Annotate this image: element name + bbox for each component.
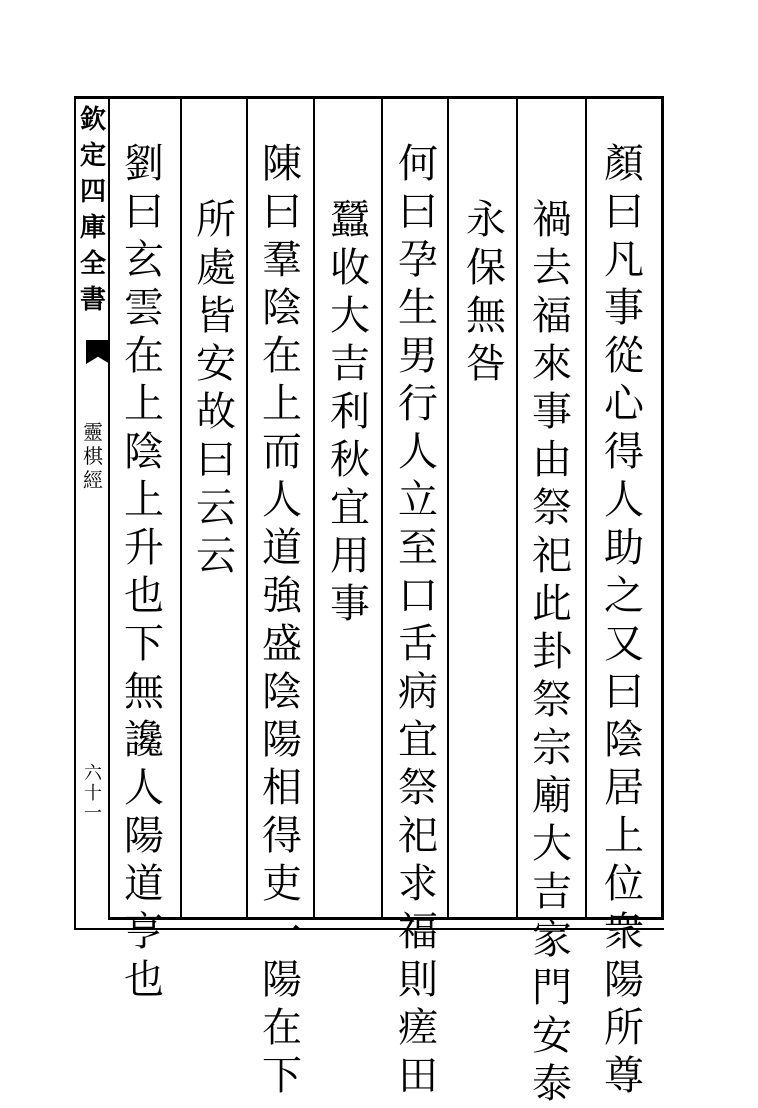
margin-page-glyph: 一: [84, 803, 102, 824]
text-glyph: 陽: [124, 813, 164, 859]
margin-page-glyph: 六: [84, 763, 102, 784]
margin-book-glyph: 棋: [83, 444, 103, 468]
text-glyph: 玄: [124, 237, 164, 283]
text-glyph: 曰: [398, 189, 438, 235]
text-glyph: 門: [532, 965, 572, 1011]
margin-title-glyph: 書: [79, 285, 106, 315]
text-glyph: 安: [532, 1013, 572, 1059]
text-glyph: 吉: [532, 869, 572, 915]
margin-book-glyph: 經: [83, 468, 103, 492]
text-glyph: 相: [262, 765, 302, 811]
text-glyph: 升: [124, 525, 164, 571]
text-glyph: 卦: [532, 629, 572, 675]
column-divider: [313, 96, 315, 920]
text-glyph: 陳: [262, 141, 302, 187]
text-glyph: 去: [532, 245, 572, 291]
text-glyph: 此: [532, 581, 572, 627]
text-glyph: 人: [398, 429, 438, 475]
text-glyph: 立: [398, 477, 438, 523]
text-glyph: 位: [604, 861, 644, 907]
text-glyph: 一: [262, 909, 302, 955]
margin-title-glyph: 欽: [79, 105, 106, 135]
text-glyph: 祭: [398, 765, 438, 811]
text-glyph: 生: [398, 285, 438, 331]
text-glyph: 助: [604, 525, 644, 571]
text-glyph: 人: [124, 765, 164, 811]
text-glyph: 福: [532, 293, 572, 339]
text-glyph: 居: [604, 765, 644, 811]
text-glyph: 大: [330, 293, 370, 339]
margin-title-glyph: 全: [79, 249, 106, 279]
text-glyph: 事: [532, 389, 572, 435]
text-glyph: 曰: [604, 189, 644, 235]
text-glyph: 蠶: [330, 197, 370, 243]
text-glyph: 陰: [604, 717, 644, 763]
text-glyph: 衆: [604, 909, 644, 955]
margin-title-glyph: 四: [79, 177, 106, 207]
text-column-4: [388, 140, 448, 1100]
text-glyph: 凡: [604, 237, 644, 283]
text-glyph: 求: [398, 861, 438, 907]
text-glyph: 廟: [532, 773, 572, 819]
text-column-7: [186, 196, 246, 580]
text-column-6: [252, 140, 312, 1100]
text-glyph: 上: [262, 381, 302, 427]
text-column-5: [320, 196, 380, 628]
text-glyph: 顏: [604, 141, 644, 187]
text-glyph: 瘥: [398, 1005, 438, 1051]
text-glyph: 祀: [532, 533, 572, 579]
text-glyph: 在: [262, 1005, 302, 1051]
column-divider: [516, 96, 518, 920]
text-glyph: 道: [262, 525, 302, 571]
text-glyph: 讒: [124, 717, 164, 763]
text-glyph: 云: [196, 533, 236, 579]
text-glyph: 永: [466, 197, 506, 243]
text-glyph: 則: [398, 957, 438, 1003]
text-glyph: 盛: [262, 621, 302, 667]
text-glyph: 心: [604, 381, 644, 427]
margin-book-title: [80, 420, 106, 492]
text-column-2: [522, 196, 582, 1108]
text-glyph: 而: [262, 429, 302, 475]
margin-border: [74, 96, 76, 930]
text-glyph: 皆: [196, 293, 236, 339]
text-glyph: 宜: [330, 485, 370, 531]
text-glyph: 道: [124, 861, 164, 907]
text-glyph: 行: [398, 381, 438, 427]
text-glyph: 大: [532, 821, 572, 867]
column-divider: [180, 96, 182, 920]
column-divider: [381, 96, 383, 920]
column-divider: [585, 96, 587, 920]
text-glyph: 祀: [398, 813, 438, 859]
text-glyph: 所: [196, 197, 236, 243]
text-glyph: 曰: [604, 669, 644, 715]
text-glyph: 男: [398, 333, 438, 379]
text-glyph: 事: [604, 285, 644, 331]
text-glyph: 處: [196, 245, 236, 291]
text-glyph: 吏: [262, 861, 302, 907]
column-divider: [246, 96, 248, 920]
text-glyph: 曰: [262, 189, 302, 235]
text-glyph: 羣: [262, 237, 302, 283]
text-glyph: 亨: [124, 909, 164, 955]
text-glyph: 舌: [398, 621, 438, 667]
text-glyph: 人: [262, 477, 302, 523]
text-glyph: 田: [398, 1053, 438, 1099]
text-glyph: 之: [604, 573, 644, 619]
text-glyph: 強: [262, 573, 302, 619]
text-glyph: 在: [262, 333, 302, 379]
text-glyph: 用: [330, 533, 370, 579]
margin-top-border: [74, 96, 108, 99]
text-glyph: 從: [604, 333, 644, 379]
text-glyph: 由: [532, 437, 572, 483]
text-glyph: 雲: [124, 285, 164, 331]
text-glyph: 禍: [532, 197, 572, 243]
text-glyph: 陽: [262, 957, 302, 1003]
text-glyph: 來: [532, 341, 572, 387]
text-column-8: [114, 140, 174, 1004]
text-glyph: 上: [604, 813, 644, 859]
text-glyph: 陰: [262, 285, 302, 331]
text-glyph: 陽: [262, 717, 302, 763]
text-glyph: 所: [604, 1005, 644, 1051]
text-glyph: 福: [398, 909, 438, 955]
text-glyph: 安: [196, 341, 236, 387]
text-glyph: 無: [124, 669, 164, 715]
margin-title-glyph: 定: [79, 141, 106, 171]
text-glyph: 曰: [124, 189, 164, 235]
text-glyph: 劉: [124, 141, 164, 187]
text-glyph: 陽: [604, 957, 644, 1003]
text-glyph: 陰: [124, 429, 164, 475]
text-column-1: [594, 140, 654, 1100]
text-glyph: 云: [196, 485, 236, 531]
text-glyph: 口: [398, 573, 438, 619]
text-glyph: 事: [330, 581, 370, 627]
text-glyph: 下: [262, 1053, 302, 1099]
text-glyph: 病: [398, 669, 438, 715]
text-glyph: 尊: [604, 1053, 644, 1099]
text-glyph: 人: [604, 477, 644, 523]
margin-title-glyph: 庫: [79, 213, 106, 243]
text-glyph: 至: [398, 525, 438, 571]
text-glyph: 利: [330, 389, 370, 435]
margin-book-glyph: 靈: [83, 420, 103, 444]
text-glyph: 在: [124, 333, 164, 379]
text-glyph: 收: [330, 245, 370, 291]
text-glyph: 泰: [532, 1061, 572, 1107]
fish-tail-mark-icon: [86, 340, 110, 364]
text-glyph: 下: [124, 621, 164, 667]
text-glyph: 何: [398, 141, 438, 187]
text-glyph: 又: [604, 621, 644, 667]
margin-collection-title: [78, 102, 108, 318]
text-glyph: 曰: [196, 437, 236, 483]
margin-page-number: [80, 764, 106, 824]
text-glyph: 上: [124, 477, 164, 523]
text-glyph: 無: [466, 293, 506, 339]
text-glyph: 咎: [466, 341, 506, 387]
text-glyph: 孕: [398, 237, 438, 283]
text-glyph: 宜: [398, 717, 438, 763]
text-glyph: 保: [466, 245, 506, 291]
text-glyph: 吉: [330, 341, 370, 387]
text-glyph: 也: [124, 957, 164, 1003]
text-glyph: 也: [124, 573, 164, 619]
text-glyph: 秋: [330, 437, 370, 483]
text-glyph: 上: [124, 381, 164, 427]
text-glyph: 陰: [262, 669, 302, 715]
text-glyph: 得: [604, 429, 644, 475]
text-glyph: 家: [532, 917, 572, 963]
text-glyph: 祭: [532, 485, 572, 531]
text-glyph: 故: [196, 389, 236, 435]
text-glyph: 祭: [532, 677, 572, 723]
margin-page-glyph: 十: [84, 783, 102, 804]
text-glyph: 得: [262, 813, 302, 859]
text-glyph: 宗: [532, 725, 572, 771]
text-column-3: [456, 196, 516, 388]
